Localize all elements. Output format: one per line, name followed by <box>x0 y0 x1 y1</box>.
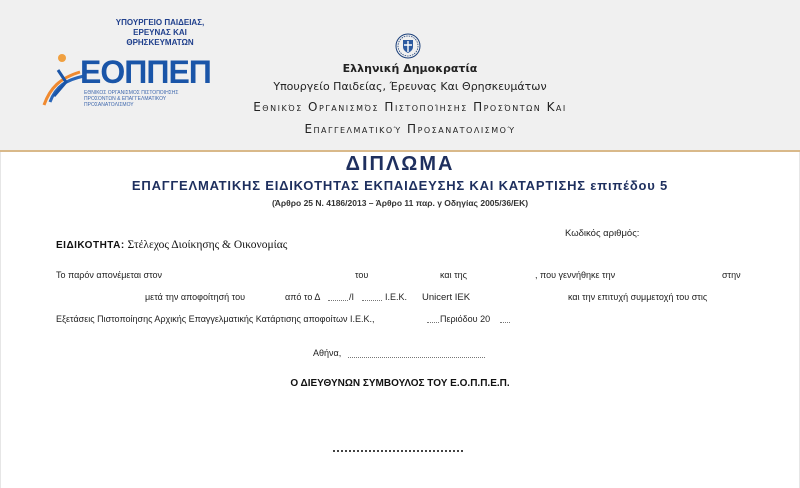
signatory-title: Ο ΔΙΕΥΘΥΝΩΝ ΣΥΜΒΟΥΛΟΣ ΤΟΥ Ε.Ο.Π.Π.Ε.Π. <box>290 378 510 389</box>
logo-ministry-text <box>100 18 220 48</box>
mother-text: και της <box>440 270 467 280</box>
code-number-label: Κωδικός αριθμός: <box>565 228 640 239</box>
from-text: από το Δ <box>285 292 321 302</box>
father-text: του <box>355 270 369 280</box>
award-text: Το παρόν απονέμεται στον <box>56 270 163 280</box>
signature-line <box>333 450 463 452</box>
diploma-subtitle: ΕΠΑΓΓΕΛΜΑΤΙΚΗΣ ΕΙΔΙΚΟΤΗΤΑΣ ΕΚΠΑΙΔΕΥΣΗΣ ΚΑΙ ΚΑΤΑΡΤΙΣΗΣ επιπέδου 5 <box>131 178 669 193</box>
greek-emblem-icon <box>395 33 421 59</box>
header-organisation: Εθνικός Οργανισμός Πιστοποίησης Προσόντων Και <box>253 100 567 114</box>
graduation-text: μετά την αποφοίτησή του <box>145 292 245 302</box>
period-text: Περιόδου 20 <box>440 314 491 324</box>
birthplace-text: στην <box>722 270 741 280</box>
dotted-field <box>500 322 510 323</box>
specialty-line <box>56 239 287 251</box>
header-organisation-cont: Επαγγελματικού Προσανατολισμού <box>304 122 516 136</box>
header-republic: Ελληνική Δημοκρατία <box>342 62 478 75</box>
logo-subtext: ΕΘΝΙΚΟΣ ΟΡΓΑΝΙΣΜΟΣ ΠΙΣΤΟΠΟΙΗΣΗΣ ΠΡΟΣΟΝΤΩΝ & ΕΠΑΓΓΕΛΜΑΤΙΚΟΥ ΠΡΟΣΑΝΑΤΟΛΙΣΜΟΥ <box>84 90 179 108</box>
born-text: , που γεννήθηκε την <box>535 270 616 280</box>
diploma-title: ΔΙΠΛΩΜΑ <box>345 153 455 175</box>
logo-wordmark: ΕΟΠΠΕΠ <box>80 54 211 90</box>
date-field <box>348 357 485 358</box>
logo-ministry-line2: ΕΡΕΥΝΑΣ ΚΑΙ ΘΡΗΣΚΕΥΜΑΤΩΝ <box>126 28 194 47</box>
header-ministry: Υπουργείο Παιδείας, Έρευνας Και Θρησκευμάτων <box>273 80 547 93</box>
specialty-value: Στέλεχος Διοίκησης & Οικονομίας <box>127 239 288 251</box>
iek-text: Ι.Ε.Κ. <box>385 292 408 302</box>
dotted-field <box>427 322 439 323</box>
slash-text: /Ι <box>349 292 355 302</box>
header-band <box>0 0 800 152</box>
eoppep-logo <box>40 18 215 118</box>
institute-name: Unicert ΙΕΚ <box>422 292 471 303</box>
specialty-label: ΕΙΔΙΚΟΤΗΤΑ: <box>56 240 125 251</box>
logo-ministry-line1: ΥΠΟΥΡΓΕΙΟ ΠΑΙΔΕΙΑΣ, <box>115 18 205 27</box>
exams-text: Εξετάσεις Πιστοποίησης Αρχικής Επαγγελματικής Κατάρτισης αποφοίτων Ι.Ε.Κ., <box>56 314 375 324</box>
dotted-field <box>362 300 382 301</box>
legal-reference: (Άρθρο 25 Ν. 4186/2013 – Άρθρο 11 παρ. γ Οδηγίας 2005/36/ΕΚ) <box>271 198 529 208</box>
dotted-field <box>328 300 348 301</box>
participation-text: και την επιτυχή συμμετοχή του στις <box>568 292 708 302</box>
place-text: Αθήνα, <box>313 348 342 358</box>
